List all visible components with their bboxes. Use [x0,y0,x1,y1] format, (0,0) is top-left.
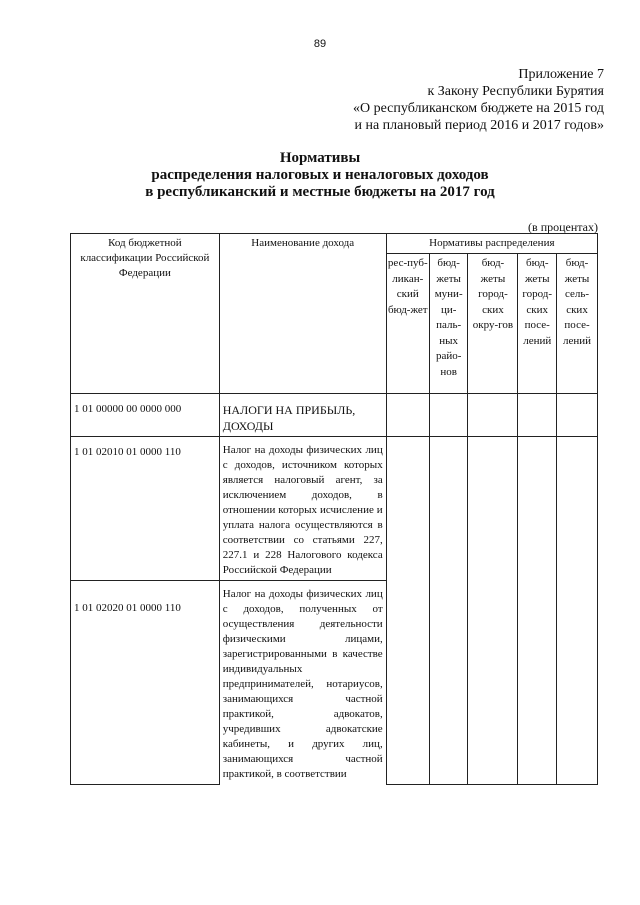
subheader-urban-districts: бюд-жеты город-ских окру-гов [468,254,518,394]
norm-cell [468,437,518,785]
norm-cell [557,437,598,785]
subheader-rural-settlements: бюд-жеты сель-ских посе-лений [557,254,598,394]
table-row [71,394,598,437]
table-row [71,437,598,581]
appendix-line-3: «О республиканском бюджете на 2015 год [353,101,604,116]
row-name: Налог на доходы физических лиц с доходов, полученных от осуществления деятельности физическими лицами, зарегистрированными в качестве индивидуальных предпринимателей, нотариусов, занимающихся частной практикой, адвокатов, учредивших адвокатские кабинеты, и других лиц, занимающихся частной практикой, в соответствии [219,581,386,785]
appendix-line-1: Приложение 7 [518,67,604,82]
subheader-municipal-districts: бюд-жеты муни-ци-паль-ных райо-нов [429,254,468,394]
appendix-heading [353,66,604,134]
subheader-urban-settlements: бюд-жеты город-ских посе-лений [518,254,557,394]
row-code: 1 01 02020 01 0000 110 [71,581,220,785]
subheader-republican: рес-пуб-ликан-ский бюд-жет [386,254,429,394]
row-code: 1 01 02010 01 0000 110 [71,437,220,581]
unit-note: (в процентах) [528,220,598,234]
title-line-2: распределения налоговых и неналоговых доходов [151,167,489,183]
norm-cell [386,394,429,437]
header-name: Наименование дохода [219,234,386,394]
appendix-line-2: к Закону Республики Бурятия [427,84,604,99]
norm-cell [429,437,468,785]
document-title [0,150,640,201]
norm-cell [386,437,429,785]
norm-cell [429,394,468,437]
title-line-1: Нормативы [279,150,361,166]
appendix-line-4: и на плановый период 2016 и 2017 годов» [354,118,604,133]
distribution-table [70,233,598,785]
row-name: Налог на доходы физических лиц с доходов, источником которых является налоговый агент, за исключением доходов, в отношении которых исчисление и уплата налога осуществляются в соответствии со статьями 227, 227.1 и 228 Налогового кодекса Российской Федерации [219,437,386,581]
table-header-row [71,234,598,254]
title-line-3: в республиканский и местные бюджеты на 2017 год [145,184,495,200]
norm-cell [518,394,557,437]
page-number: 89 [313,38,327,50]
header-code: Код бюджетной классификации Российской Федерации [71,234,220,394]
norm-cell [468,394,518,437]
norm-cell [557,394,598,437]
row-code: 1 01 00000 00 0000 000 [71,394,220,437]
norm-cell [518,437,557,785]
row-name: НАЛОГИ НА ПРИБЫЛЬ, ДОХОДЫ [219,394,386,437]
header-norms: Нормативы распределения [386,234,597,254]
